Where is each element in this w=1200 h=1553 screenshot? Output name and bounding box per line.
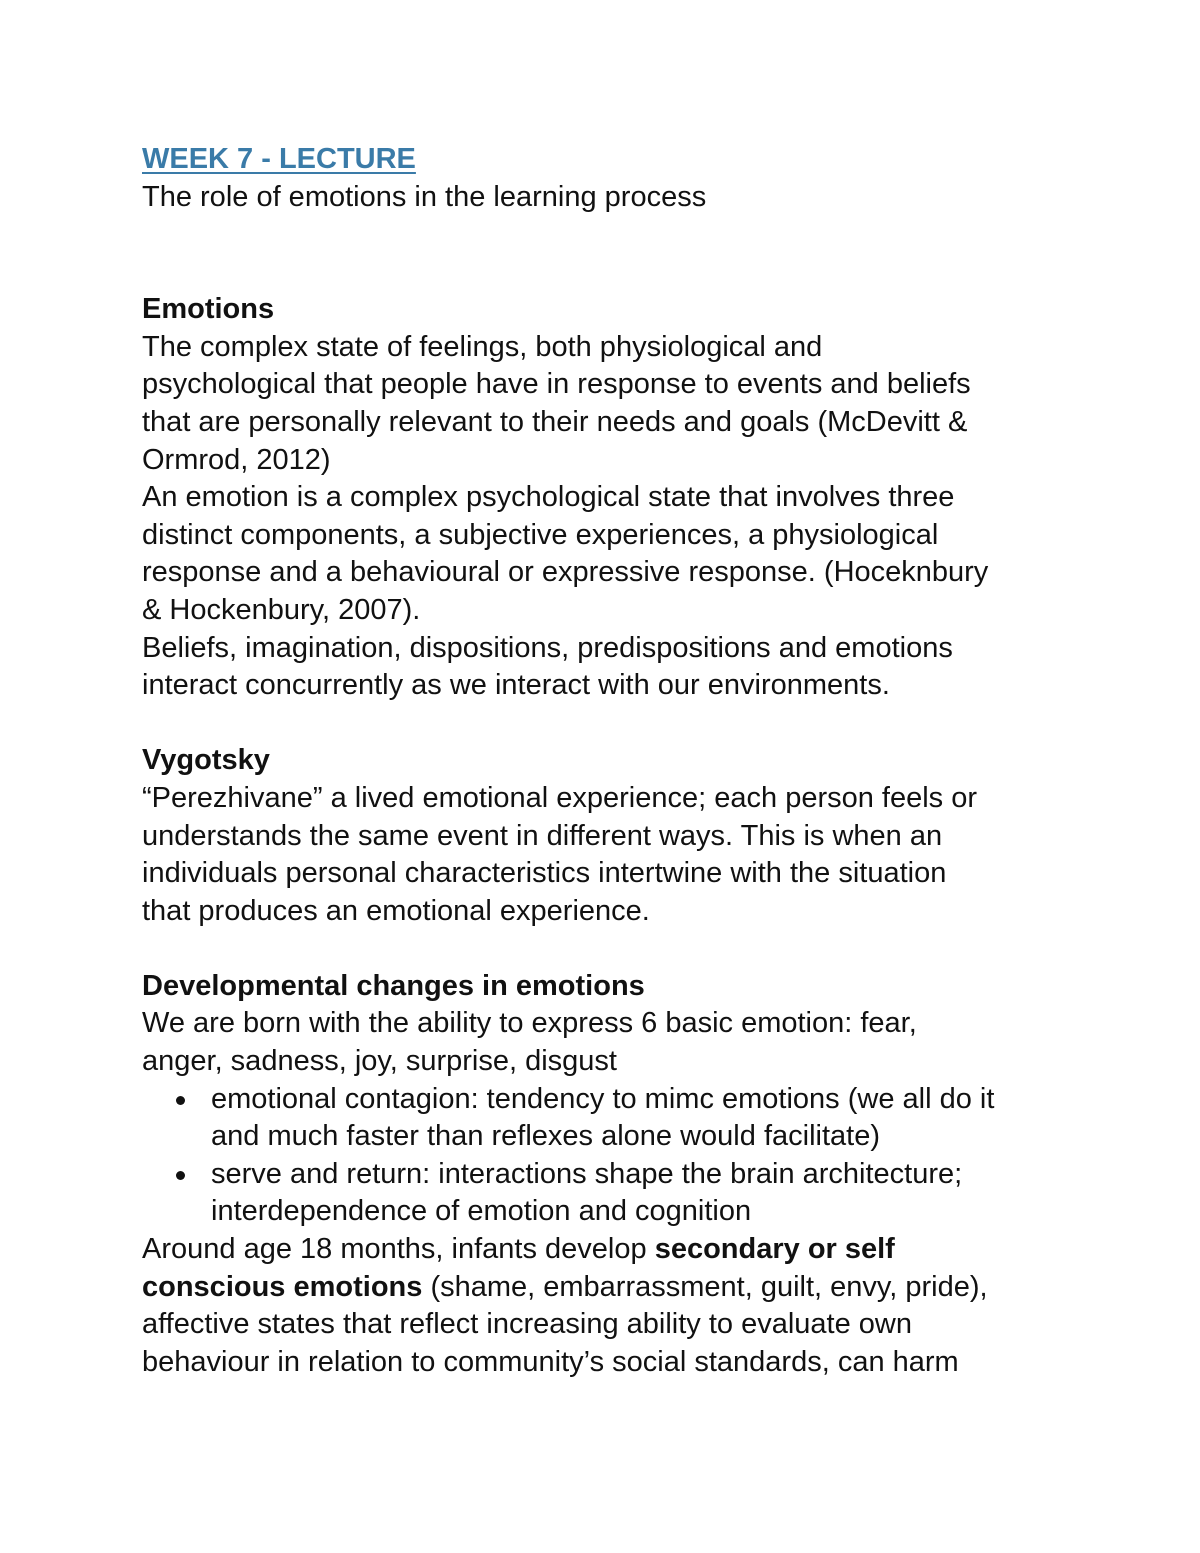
bullet-text-line: and much faster than reflexes alone would facilitate) — [211, 1120, 880, 1153]
text-run: (shame, embarrassment, guilt, envy, pride), — [422, 1270, 988, 1303]
bold-term: conscious emotions — [142, 1270, 423, 1303]
section-heading-developmental: Developmental changes in emotions — [142, 969, 645, 1002]
text-line: An emotion is a complex psychological state that involves three — [142, 481, 955, 514]
text-line: Ormrod, 2012) — [142, 443, 331, 476]
bullet-text-line: serve and return: interactions shape the brain architecture; — [211, 1157, 963, 1190]
text-line: The complex state of feelings, both physiological and — [142, 330, 823, 363]
section-heading-vygotsky: Vygotsky — [142, 744, 270, 777]
bullet-item — [142, 1156, 1072, 1231]
page-title: WEEK 7 - LECTURE — [142, 143, 416, 175]
text-line: individuals personal characteristics intertwine with the situation — [142, 857, 947, 890]
bullet-icon — [176, 1096, 185, 1105]
bold-term: secondary or self — [654, 1233, 895, 1266]
text-line: & Hockenbury, 2007). — [142, 593, 421, 626]
text-line: response and a behavioural or expressive response. (Hoceknbury — [142, 556, 989, 589]
text-line: Beliefs, imagination, dispositions, predispositions and emotions — [142, 631, 953, 664]
text-line: We are born with the ability to express 6 basic emotion: fear, — [142, 1007, 917, 1040]
text-line — [142, 1269, 1072, 1307]
text-line: distinct components, a subjective experiences, a physiological — [142, 518, 939, 551]
text-line: affective states that reflect increasing ability to evaluate own — [142, 1308, 913, 1341]
text-line: that are personally relevant to their needs and goals (McDevitt & — [142, 405, 968, 438]
text-run: Around age 18 months, infants develop — [142, 1233, 655, 1266]
section-emotions-text — [142, 329, 1072, 705]
bullet-icon — [176, 1171, 185, 1180]
text-line — [142, 1231, 1072, 1269]
page-subtitle: The role of emotions in the learning process — [142, 180, 707, 213]
bullet-item — [142, 1081, 1072, 1156]
section-vygotsky-text — [142, 780, 1072, 930]
text-line: psychological that people have in response to events and beliefs — [142, 368, 971, 401]
text-line: “Perezhivane” a lived emotional experience; each person feels or — [142, 781, 978, 814]
text-line: that produces an emotional experience. — [142, 894, 650, 927]
text-line: understands the same event in different ways. This is when an — [142, 819, 943, 852]
section-heading-emotions: Emotions — [142, 293, 275, 326]
bullet-text-line: emotional contagion: tendency to mimc emotions (we all do it — [211, 1082, 995, 1115]
bullet-list — [142, 1081, 1072, 1231]
bullet-text-line: interdependence of emotion and cognition — [211, 1195, 752, 1228]
section-developmental-text — [142, 1005, 1072, 1381]
text-line: behaviour in relation to community’s social standards, can harm — [142, 1345, 959, 1378]
text-line: anger, sadness, joy, surprise, disgust — [142, 1045, 617, 1078]
text-line: interact concurrently as we interact with our environments. — [142, 669, 890, 702]
document-body — [142, 141, 1072, 1381]
